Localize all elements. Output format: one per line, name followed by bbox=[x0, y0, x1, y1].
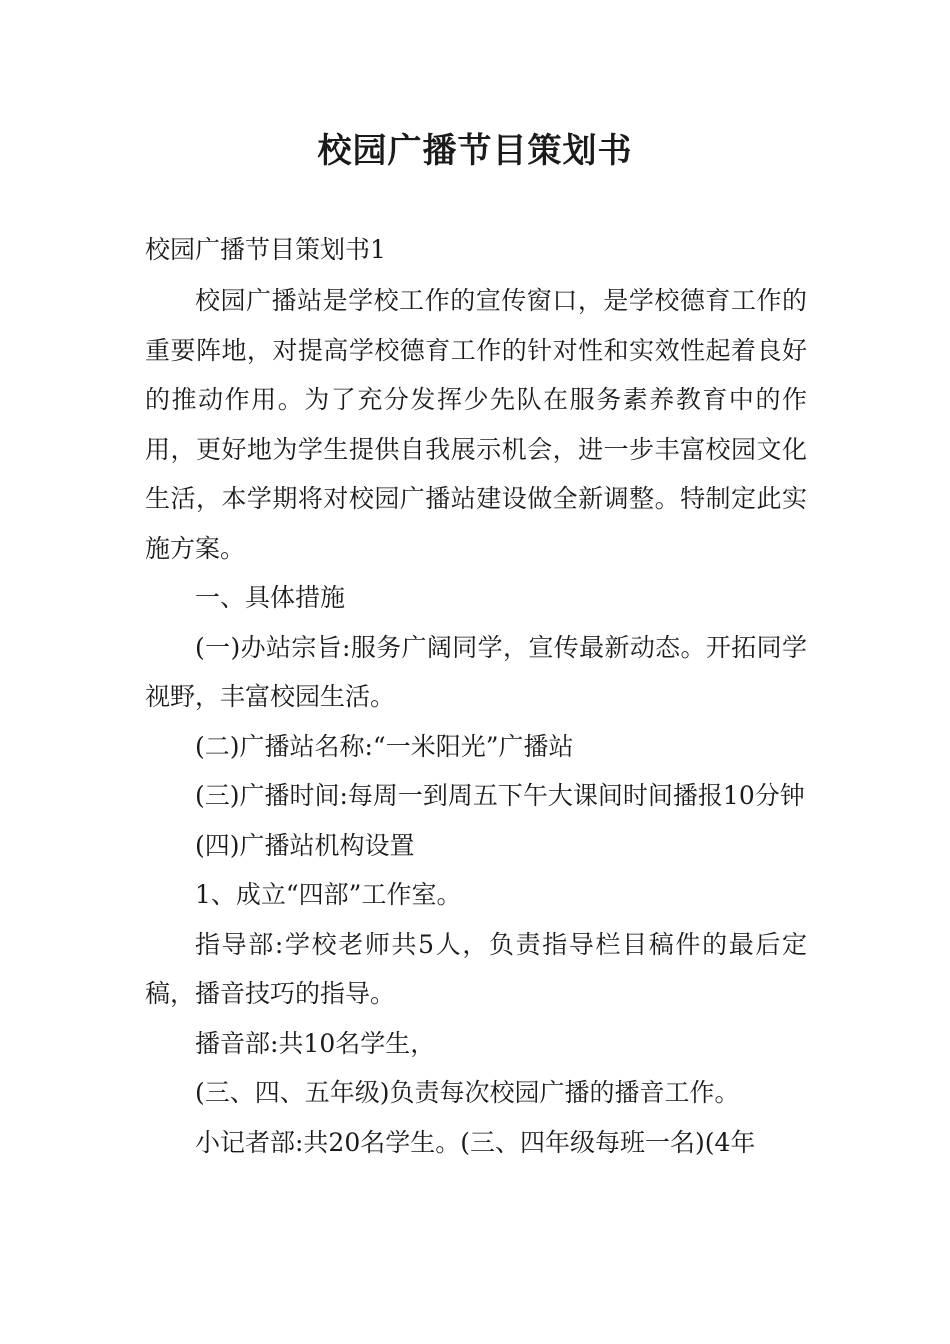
section-heading: 校园广播节目策划书1 bbox=[145, 235, 386, 264]
paragraph-structure: (四)广播站机构设置 bbox=[195, 830, 415, 860]
document-body bbox=[145, 276, 807, 1167]
paragraph-four-departments: 1、成立“四部”工作室。 bbox=[195, 880, 462, 909]
paragraph-station-name: (二)广播站名称:“一米阳光”广播站 bbox=[195, 731, 574, 761]
document-title: 校园广播节目策划书 bbox=[317, 131, 633, 171]
paragraph-purpose: (一)办站宗旨:服务广阔同学，宣传最新动态。开拓同学视野，丰富校园生活。 bbox=[145, 632, 807, 711]
heading-measures: 一、具体措施 bbox=[195, 583, 346, 612]
paragraph-broadcast-duty: (三、四、五年级)负责每次校园广播的播音工作。 bbox=[195, 1078, 740, 1107]
paragraph-guidance-dept: 指导部:学校老师共5人，负责指导栏目稿件的最后定稿，播音技巧的指导。 bbox=[145, 929, 807, 1008]
paragraph-reporter-dept: 小记者部:共20名学生。(三、四年级每班一名)(4年 bbox=[195, 1127, 756, 1157]
paragraph-intro: 校园广播站是学校工作的宣传窗口，是学校德育工作的重要阵地，对提高学校德育工作的针对性和实效性起着良好的推动作用。为了充分发挥少先队在服务素养教育中的作用，更好地为学生提供自我展示机会，进一步丰富校园文化生活，本学期将对校园广播站建设做全新调整。特制定此实施方案。 bbox=[145, 286, 807, 563]
paragraph-broadcast-time: (三)广播时间:每周一到周五下午大课间时间播报10分钟 bbox=[195, 781, 805, 810]
paragraph-broadcast-dept: 播音部:共10名学生， bbox=[195, 1028, 436, 1058]
